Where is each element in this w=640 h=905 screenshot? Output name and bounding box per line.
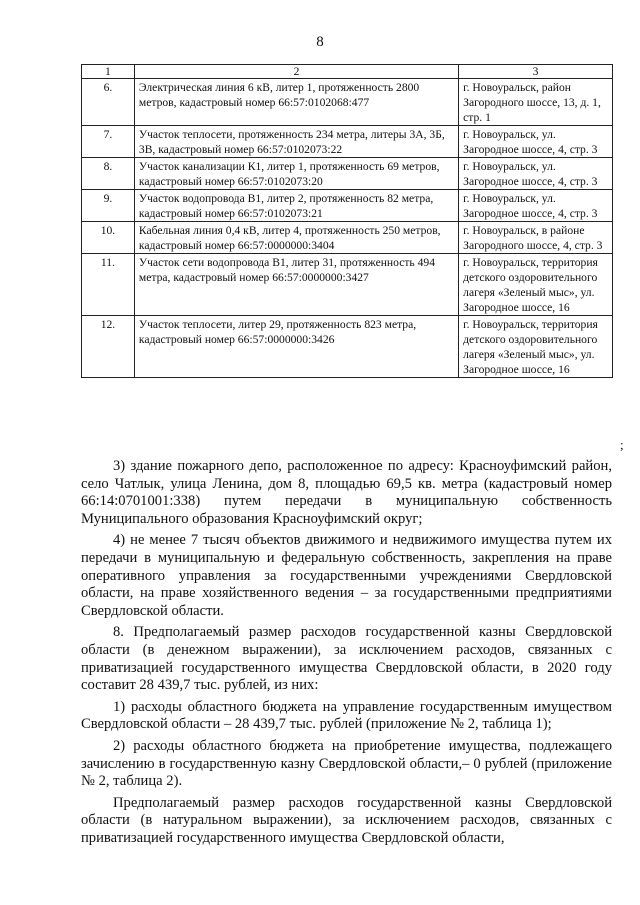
row-number: 9. xyxy=(82,190,135,222)
row-description: Участок сети водопровода В1, литер 31, протяженность 494 метра, кадастровый номер 66:57:0000000:3427 xyxy=(134,254,458,316)
row-number: 7. xyxy=(82,126,135,158)
row-address: г. Новоуральск, в районе Загородного шоссе, 4, стр. 3 xyxy=(459,222,613,254)
row-address: г. Новоуральск, территория детского оздоровительного лагеря «Зеленый мыс», ул. Загородное шоссе, 16 xyxy=(459,316,613,378)
row-address: г. Новоуральск, территория детского оздоровительного лагеря «Зеленый мыс», ул. Загородное шоссе, 16 xyxy=(459,254,613,316)
table-row xyxy=(82,190,613,222)
row-address: г. Новоуральск, ул. Загородное шоссе, 4, стр. 3 xyxy=(459,126,613,158)
row-description: Кабельная линия 0,4 кВ, литер 4, протяженность 250 метров, кадастровый номер 66:57:0000000:3404 xyxy=(134,222,458,254)
paragraph: 2) расходы областного бюджета на приобретение имущества, подлежащего зачислению в государственную казну Свердловской области,– 0 рублей (приложение № 2, таблица 2). xyxy=(81,737,612,790)
row-address: г. Новоуральск, район Загородного шоссе, 13, д. 1, стр. 1 xyxy=(459,79,613,126)
row-description: Электрическая линия 6 кВ, литер 1, протяженность 2800 метров, кадастровый номер 66:57:0102068:477 xyxy=(134,79,458,126)
row-address: г. Новоуральск, ул. Загородное шоссе, 4, стр. 3 xyxy=(459,190,613,222)
row-number: 11. xyxy=(82,254,135,316)
table-row xyxy=(82,79,613,126)
table-row xyxy=(82,158,613,190)
row-address: г. Новоуральск, ул. Загородное шоссе, 4, стр. 3 xyxy=(459,158,613,190)
paragraph: Предполагаемый размер расходов государственной казны Свердловской области (в натуральном выражении), за исключением расходов, связанных с приватизацией государственного имущества Свердловской области, xyxy=(81,794,612,846)
page-number: 8 xyxy=(316,34,324,50)
row-description: Участок теплосети, литер 29, протяженность 823 метра, кадастровый номер 66:57:0000000:3426 xyxy=(134,316,458,378)
row-description: Участок водопровода В1, литер 2, протяженность 82 метра, кадастровый номер 66:57:0102073:21 xyxy=(134,190,458,222)
table-end-mark: ; xyxy=(620,437,624,452)
paragraph: 8. Предполагаемый размер расходов государственной казны Свердловской области (в денежном выражении), за исключением расходов, связанных с приватизацией государственного имущества Свердловской области, в 2020 году составит 28 439,7 тыс. рублей, из них: xyxy=(81,624,612,694)
row-number: 10. xyxy=(82,222,135,254)
column-header: 3 xyxy=(459,65,613,79)
row-number: 8. xyxy=(82,158,135,190)
paragraph: 1) расходы областного бюджета на управление государственным имуществом Свердловской области – 28 439,7 тыс. рублей (приложение № 2, таблица 1); xyxy=(81,698,612,733)
row-description: Участок канализации К1, литер 1, протяженность 69 метров, кадастровый номер 66:57:0102073:20 xyxy=(134,158,458,190)
body-text xyxy=(81,458,612,851)
property-table xyxy=(81,64,613,378)
table-row xyxy=(82,254,613,316)
row-description: Участок теплосети, протяженность 234 метра, литеры 3А, 3Б, 3В, кадастровый номер 66:57:0102073:22 xyxy=(134,126,458,158)
column-header: 2 xyxy=(134,65,458,79)
table-header-row xyxy=(82,65,613,79)
column-header: 1 xyxy=(82,65,135,79)
table-row xyxy=(82,222,613,254)
paragraph: 3) здание пожарного депо, расположенное по адресу: Красноуфимский район, село Чатлык, улица Ленина, дом 8, площадью 69,5 кв. метра (кадастровый номер 66:14:0701001:338) путем передачи в муниципальную собственность Муниципального образования Красноуфимский округ; xyxy=(81,458,612,527)
row-number: 12. xyxy=(82,316,135,378)
table-row xyxy=(82,126,613,158)
table-row xyxy=(82,316,613,378)
row-number: 6. xyxy=(82,79,135,126)
paragraph: 4) не менее 7 тысяч объектов движимого и недвижимого имущества путем их передачи в муниципальную и федеральную собственность, закрепления на праве оперативного управления за государственными учреждениями Свердловской области, на праве хозяйственного ведения – за государственными предприятиями Свердловской области. xyxy=(81,532,612,619)
